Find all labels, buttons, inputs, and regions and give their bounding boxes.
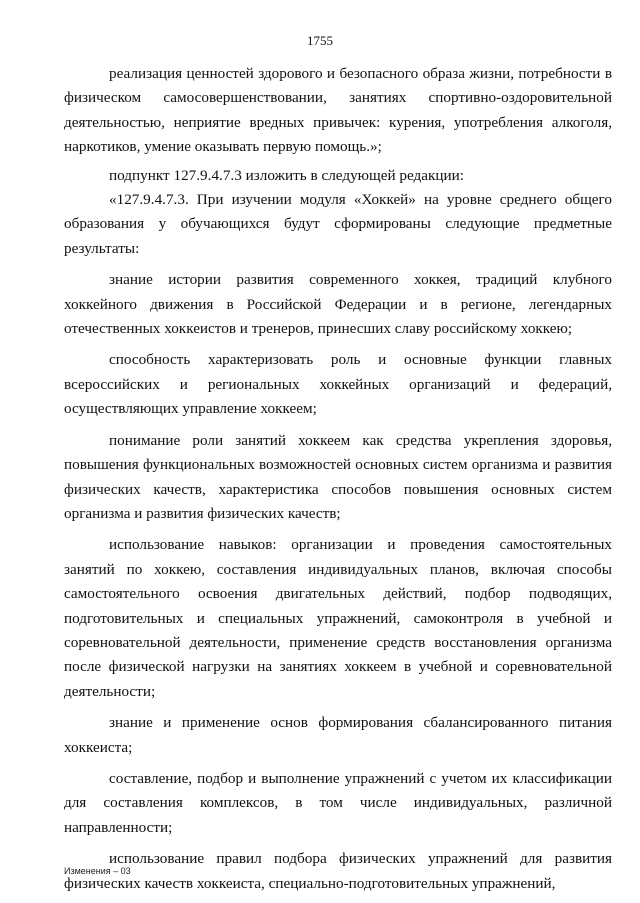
- paragraph: понимание роли занятий хоккеем как средства укрепления здоровья, повышения функциональных возможностей основных систем организма и развития физических качеств, характеристика способов повышения основных систем организма и развития физических качеств;: [64, 431, 612, 522]
- paragraph: знание и применение основ формирования сбалансированного питания хоккеиста;: [64, 714, 612, 756]
- paragraph: способность характеризовать роль и основные функции главных всероссийских и региональных хоккейных организаций и федераций, осуществляющих управление хоккеем;: [64, 351, 612, 418]
- paragraph: реализация ценностей здорового и безопасного образа жизни, потребности в физическом самосовершенствовании, занятиях спортивно-оздоровительной деятельностью, неприятие вредных привычек: курения, употребления алкоголя, наркотиков, умение оказывать первую помощь.»;: [64, 65, 612, 156]
- page-number: 1755: [307, 33, 333, 48]
- paragraph: знание истории развития современного хоккея, традиций клубного хоккейного движения в Российской Федерации и в регионе, легендарных отечественных хоккеистов и тренеров, принесших славу российскому хоккею;: [64, 271, 612, 338]
- paragraph: использование правил подбора физических упражнений для развития физических качеств хоккеиста, специально-подготовительных упражнений,: [64, 850, 612, 892]
- paragraph: составление, подбор и выполнение упражнений с учетом их классификации для составления комплексов, в том числе индивидуальных, различной направленности;: [64, 769, 612, 836]
- document-body: [64, 62, 612, 903]
- paragraph: «127.9.4.7.3. При изучении модуля «Хоккей» на уровне среднего общего образования у обучающихся будут сформированы следующие предметные результаты:: [64, 191, 612, 257]
- paragraph: подпункт 127.9.4.7.3 изложить в следующей редакции:: [109, 166, 464, 184]
- footer-note: Изменения – 03: [64, 866, 131, 876]
- paragraph: использование навыков: организации и проведения самостоятельных занятий по хоккею, составления индивидуальных планов, включая способы самостоятельного освоения двигательных действий, подбор подводящих, подготовительных и специальных упражнений, самоконтроля в учебной и соревновательной деятельности, применение средств восстановления организма после физической нагрузки на занятиях хоккеем в учебной и соревновательной деятельности;: [64, 536, 612, 700]
